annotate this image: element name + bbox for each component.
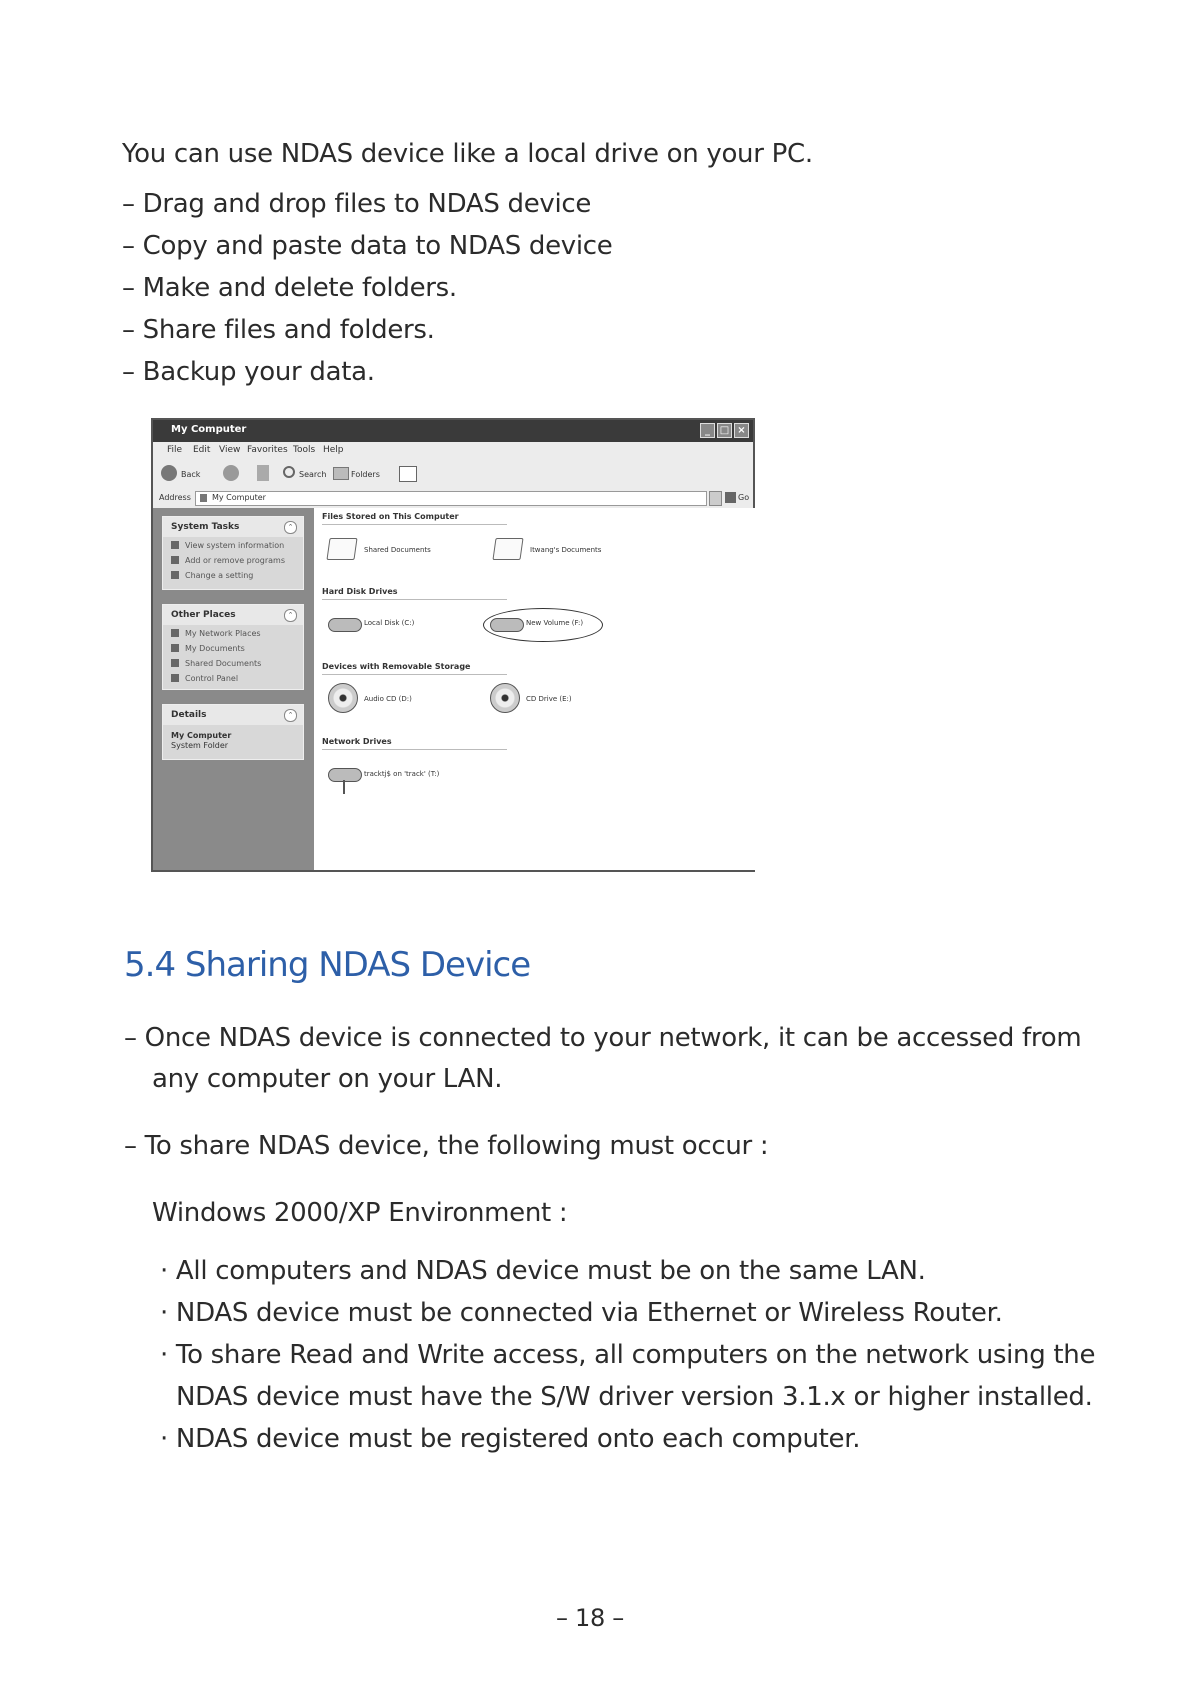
cd-icon[interactable] <box>328 683 358 713</box>
user-folder-icon[interactable] <box>492 538 523 560</box>
share-bullet-1-cont: any computer on your LAN. <box>152 1064 503 1094</box>
item-network-drive[interactable]: tracktj$ on 'track' (T:) <box>364 770 440 778</box>
section-title: 5.4 Sharing NDAS Device <box>124 945 531 985</box>
menu-bar <box>153 442 753 461</box>
back-label[interactable]: Back <box>181 470 201 479</box>
details-type: System Folder <box>171 741 229 750</box>
task-item[interactable]: View system information <box>163 541 303 556</box>
other-places-panel <box>162 604 304 690</box>
address-value: My Computer <box>212 493 266 502</box>
item-audio-cd[interactable]: Audio CD (D:) <box>364 695 412 703</box>
other-places-title[interactable]: Other Places <box>163 605 303 625</box>
collapse-icon[interactable]: ⌃ <box>284 609 297 622</box>
forward-arrow-icon[interactable] <box>223 465 239 481</box>
window-title: My Computer <box>171 424 247 435</box>
maximize-button[interactable]: □ <box>717 423 732 438</box>
shared-folder-icon[interactable] <box>326 538 357 560</box>
folders-icon[interactable] <box>333 467 349 480</box>
address-bar <box>153 488 753 509</box>
control-panel-icon <box>171 674 179 682</box>
menu-help[interactable]: Help <box>323 445 344 455</box>
address-field[interactable] <box>195 491 707 506</box>
network-drive-icon[interactable] <box>328 768 362 782</box>
info-icon <box>171 541 179 549</box>
section-network: Network Drives <box>322 737 392 746</box>
requirement-item: · NDAS device must be registered onto each computer. <box>160 1424 861 1454</box>
file-view <box>314 508 755 870</box>
task-pane <box>153 508 314 870</box>
environment-label: Windows 2000/XP Environment : <box>152 1198 568 1228</box>
requirement-item-cont: NDAS device must have the S/W driver version 3.1.x or higher installed. <box>176 1382 1093 1412</box>
cd-icon[interactable] <box>490 683 520 713</box>
place-item[interactable]: Control Panel <box>163 674 303 689</box>
search-label[interactable]: Search <box>299 470 327 479</box>
close-button[interactable]: × <box>734 423 749 438</box>
bullet-item: – Drag and drop files to NDAS device <box>122 189 592 219</box>
menu-tools[interactable]: Tools <box>293 445 316 455</box>
details-panel <box>162 704 304 760</box>
go-button[interactable]: Go <box>738 493 750 502</box>
intro-text: You can use NDAS device like a local drive on your PC. <box>122 139 813 169</box>
title-bar <box>153 420 753 442</box>
address-dropdown-icon[interactable] <box>709 491 722 506</box>
share-bullet-1: – Once NDAS device is connected to your network, it can be accessed from <box>124 1023 1082 1053</box>
place-item[interactable]: My Network Places <box>163 629 303 644</box>
requirement-item: · All computers and NDAS device must be on the same LAN. <box>160 1256 926 1286</box>
task-item[interactable]: Change a setting <box>163 571 303 586</box>
bullet-item: – Make and delete folders. <box>122 273 457 303</box>
details-title[interactable]: Details <box>163 705 303 725</box>
collapse-icon[interactable]: ⌃ <box>284 521 297 534</box>
place-item[interactable]: Shared Documents <box>163 659 303 674</box>
bullet-item: – Backup your data. <box>122 357 375 387</box>
settings-icon <box>171 571 179 579</box>
minimize-button[interactable]: _ <box>700 423 715 438</box>
go-arrow-icon[interactable] <box>725 492 736 503</box>
bullet-item: – Copy and paste data to NDAS device <box>122 231 613 261</box>
details-name: My Computer <box>171 731 232 740</box>
item-user-documents[interactable]: Itwang's Documents <box>530 546 602 554</box>
menu-favorites[interactable]: Favorites <box>247 445 288 455</box>
bullet-item: – Share files and folders. <box>122 315 435 345</box>
collapse-icon[interactable]: ⌃ <box>284 709 297 722</box>
system-tasks-panel <box>162 516 304 590</box>
section-removable: Devices with Removable Storage <box>322 662 471 671</box>
toolbar <box>153 460 753 489</box>
programs-icon <box>171 556 179 564</box>
system-tasks-title[interactable]: System Tasks <box>163 517 303 537</box>
menu-file[interactable]: File <box>167 445 183 455</box>
search-icon[interactable] <box>283 466 295 478</box>
my-computer-screenshot <box>151 418 755 872</box>
page-number: – 18 – <box>556 1604 624 1632</box>
folder-icon <box>171 659 179 667</box>
up-folder-icon[interactable] <box>257 465 269 481</box>
menu-edit[interactable]: Edit <box>193 445 211 455</box>
task-item[interactable]: Add or remove programs <box>163 556 303 571</box>
item-shared-documents[interactable]: Shared Documents <box>364 546 431 554</box>
share-bullet-2: – To share NDAS device, the following must occur : <box>124 1131 769 1161</box>
network-icon <box>171 629 179 637</box>
computer-icon <box>200 494 207 502</box>
requirement-item: · To share Read and Write access, all computers on the network using the <box>160 1340 1096 1370</box>
requirement-item: · NDAS device must be connected via Ethernet or Wireless Router. <box>160 1298 1003 1328</box>
hard-disk-icon[interactable] <box>490 618 524 632</box>
views-icon[interactable] <box>399 466 417 482</box>
item-local-disk[interactable]: Local Disk (C:) <box>364 619 415 627</box>
section-hdd: Hard Disk Drives <box>322 587 398 596</box>
section-files: Files Stored on This Computer <box>322 512 459 521</box>
item-new-volume[interactable]: New Volume (F:) <box>526 619 584 627</box>
back-arrow-icon[interactable] <box>161 465 177 481</box>
item-cd-drive[interactable]: CD Drive (E:) <box>526 695 572 703</box>
hard-disk-icon[interactable] <box>328 618 362 632</box>
address-label: Address <box>159 493 191 502</box>
folder-icon <box>171 644 179 652</box>
menu-view[interactable]: View <box>219 445 241 455</box>
folders-label[interactable]: Folders <box>351 470 380 479</box>
place-item[interactable]: My Documents <box>163 644 303 659</box>
